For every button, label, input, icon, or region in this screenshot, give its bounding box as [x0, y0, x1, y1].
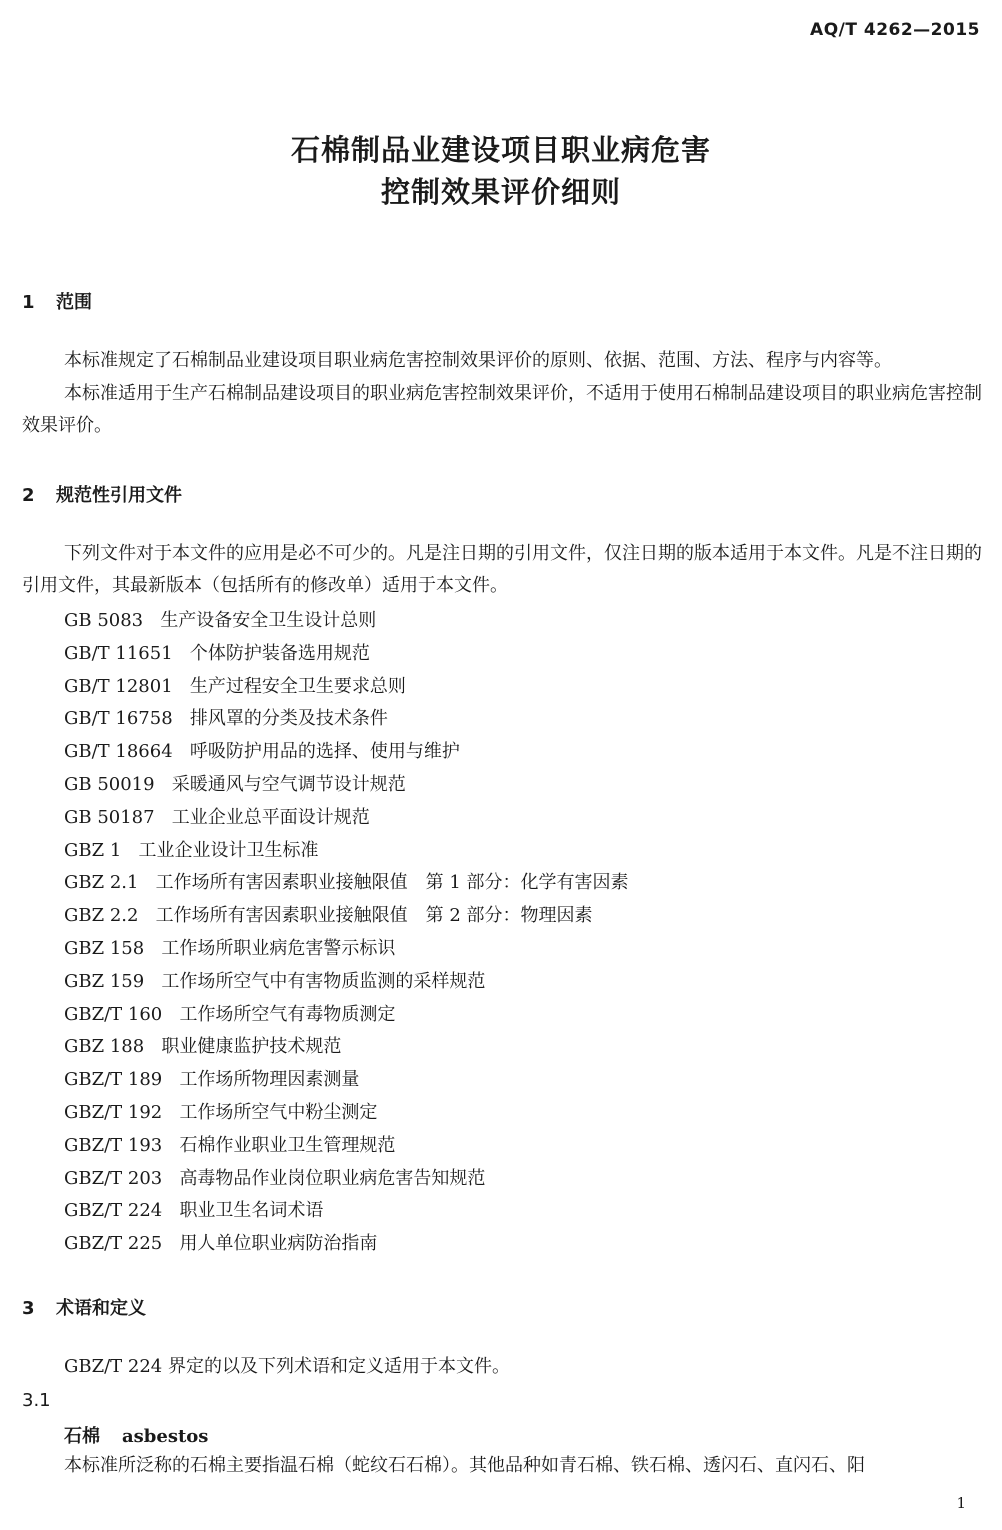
reference-item [64, 606, 376, 632]
reference-gap [162, 1135, 179, 1156]
section-title: 范围 [56, 292, 92, 313]
reference-code: GBZ/T 192 [64, 1102, 163, 1123]
reference-code: GBZ 2.2 [64, 905, 139, 927]
reference-item [64, 1164, 485, 1190]
reference-gap [155, 774, 172, 795]
reference-title: 生产设备安全卫生设计总则 [160, 610, 377, 631]
section-title: 规范性引用文件 [56, 485, 182, 506]
reference-gap [162, 1102, 179, 1123]
reference-code: GBZ/T 193 [64, 1134, 163, 1156]
reference-gap [138, 905, 155, 926]
reference-code: GB/T 11651 [64, 642, 173, 664]
reference-code: GBZ/T 189 [64, 1069, 163, 1091]
reference-title: 石棉作业职业卫生管理规范 [179, 1134, 396, 1156]
reference-code: GB 50019 [64, 774, 155, 795]
reference-gap [143, 610, 160, 631]
term-zh: 石棉 [64, 1426, 100, 1447]
subsection-number: 3.1 [22, 1390, 51, 1411]
reference-title: 工作场所空气中粉尘测定 [179, 1102, 378, 1123]
reference-title: 用人单位职业病防治指南 [179, 1233, 378, 1255]
reference-code: GBZ/T 203 [64, 1167, 163, 1189]
reference-title: 工作场所有害因素职业接触限值 第 1 部分：化学有害因素 [155, 872, 629, 894]
section-1-para-1: 本标准规定了石棉制品业建设项目职业病危害控制效果评价的原则、依据、范围、方法、程序与内容等。 [64, 350, 892, 371]
reference-gap [121, 840, 138, 861]
reference-item [64, 868, 629, 894]
reference-title: 工作场所空气中有害物质监测的采样规范 [161, 970, 486, 992]
reference-code: GBZ/T 225 [64, 1233, 163, 1255]
reference-title: 采暖通风与空气调节设计规范 [171, 774, 406, 795]
reference-title: 职业卫生名词术语 [179, 1200, 324, 1222]
reference-code: GB/T 16758 [64, 708, 173, 730]
reference-item [64, 737, 460, 763]
reference-item [64, 934, 395, 960]
standard-code: AQ/T 4262—2015 [810, 20, 980, 40]
reference-title: 高毒物品作业岗位职业病危害告知规范 [179, 1167, 486, 1189]
reference-title: 工作场所有害因素职业接触限值 第 2 部分：物理因素 [155, 905, 593, 927]
reference-item [64, 803, 370, 829]
section-2-heading [22, 481, 182, 507]
reference-code: GB 50187 [64, 806, 155, 828]
reference-item [64, 1065, 359, 1091]
reference-gap [155, 807, 172, 828]
reference-gap [144, 938, 161, 959]
reference-item [64, 704, 388, 730]
reference-gap [162, 1004, 179, 1025]
reference-gap [144, 971, 161, 992]
reference-gap [173, 676, 190, 697]
reference-gap [173, 741, 190, 762]
reference-title: 工作场所职业病危害警示标识 [161, 938, 396, 959]
reference-gap [162, 1069, 179, 1090]
term-entry [64, 1422, 208, 1448]
reference-item [64, 639, 370, 665]
reference-title: 个体防护装备选用规范 [189, 642, 370, 664]
reference-code: GBZ 1 [64, 839, 122, 861]
reference-gap [144, 1036, 161, 1057]
reference-code: GBZ/T 224 [64, 1200, 163, 1222]
document-title-line2: 控制效果评价细则 [380, 175, 621, 209]
reference-code: GBZ 2.1 [64, 872, 139, 894]
reference-item [64, 901, 593, 927]
reference-title: 职业健康监护技术规范 [161, 1036, 342, 1058]
reference-item [64, 836, 318, 862]
reference-item [64, 1000, 395, 1026]
reference-title: 工作场所物理因素测量 [179, 1069, 360, 1091]
reference-item [64, 770, 406, 796]
reference-item [64, 1131, 395, 1157]
reference-code: GBZ 158 [64, 938, 145, 959]
reference-code: GBZ 159 [64, 970, 145, 992]
reference-gap [162, 1168, 179, 1189]
reference-gap [173, 643, 190, 664]
reference-item [64, 1229, 377, 1255]
reference-item [64, 1196, 323, 1222]
reference-item [64, 1098, 377, 1124]
reference-item [64, 1032, 341, 1058]
term-en: asbestos [122, 1426, 209, 1447]
document-title-line1: 石棉制品业建设项目职业病危害 [290, 133, 711, 167]
section-title: 术语和定义 [56, 1298, 146, 1319]
section-2-intro: 下列文件对于本文件的应用是必不可少的。凡是注日期的引用文件，仅注日期的版本适用于本文件。凡是不注日期的引用文件，其最新版本（包括所有的修改单）适用于本文件。 [22, 543, 982, 596]
reference-code: GBZ/T 160 [64, 1003, 163, 1025]
reference-code: GB/T 18664 [64, 741, 173, 763]
reference-gap [138, 872, 155, 893]
reference-gap [173, 708, 190, 729]
section-1-heading [22, 288, 92, 314]
reference-title: 工作场所空气有毒物质测定 [179, 1003, 396, 1025]
reference-title: 排风罩的分类及技术条件 [189, 708, 388, 730]
reference-title: 生产过程安全卫生要求总则 [189, 675, 406, 697]
section-number: 2 [22, 485, 35, 506]
section-number: 1 [22, 292, 35, 313]
section-3-intro: GBZ/T 224 界定的以及下列术语和定义适用于本文件。 [64, 1356, 510, 1377]
reference-title: 呼吸防护用品的选择、使用与维护 [189, 741, 460, 763]
page-number: 1 [956, 1494, 966, 1512]
reference-title: 工业企业总平面设计规范 [171, 806, 370, 828]
reference-item [64, 967, 485, 993]
section-number: 3 [22, 1298, 35, 1319]
reference-code: GB 5083 [64, 610, 144, 631]
reference-code: GBZ 188 [64, 1036, 145, 1058]
reference-code: GB/T 12801 [64, 675, 173, 697]
section-1-para-2: 本标准适用于生产石棉制品建设项目的职业病危害控制效果评价，不适用于使用石棉制品建设项目的职业病危害控制效果评价。 [22, 383, 982, 436]
reference-item [64, 672, 406, 698]
reference-gap [162, 1200, 179, 1221]
reference-title: 工业企业设计卫生标准 [138, 839, 319, 861]
reference-gap [162, 1233, 179, 1254]
term-definition: 本标准所泛称的石棉主要指温石棉（蛇纹石石棉）。其他品种如青石棉、铁石棉、透闪石、直闪石、阳 [64, 1455, 865, 1476]
section-3-heading [22, 1294, 146, 1320]
